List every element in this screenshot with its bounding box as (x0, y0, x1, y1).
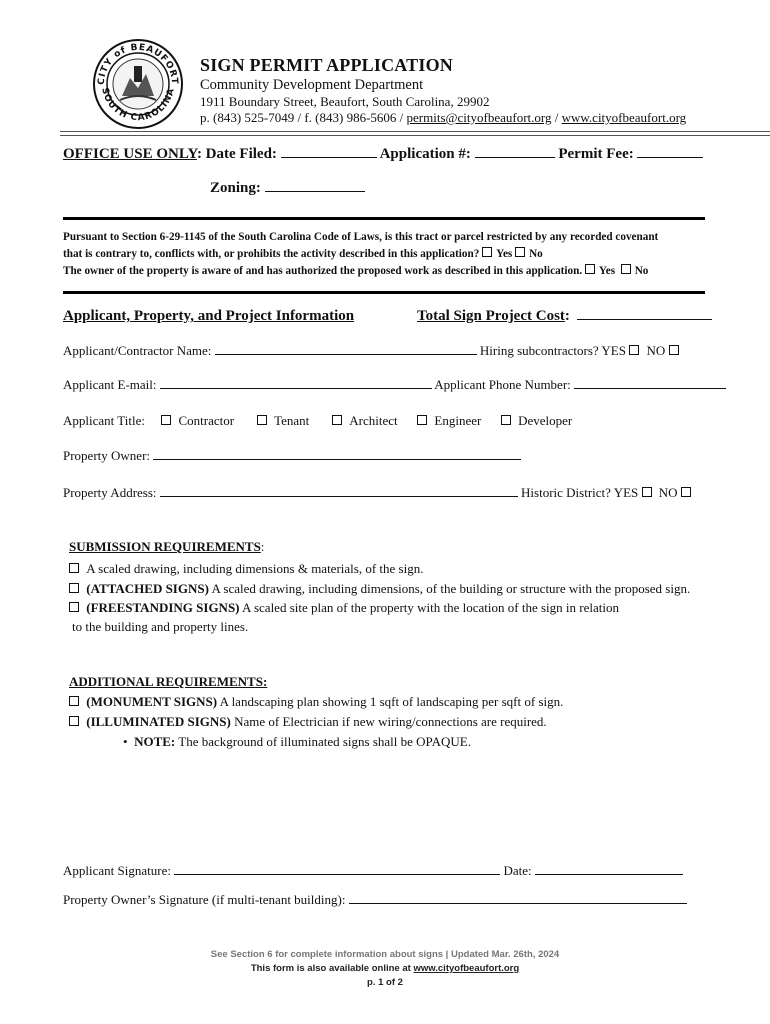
department-name: Community Development Department (200, 77, 424, 93)
submission-item-3-text: A scaled site plan of the property with the location of the sign in relation (239, 600, 619, 615)
submission-colon: : (260, 539, 265, 554)
city-seal-logo (92, 38, 184, 130)
applicant-name-label: Applicant/Contractor Name: (63, 343, 215, 358)
hiring-no-checkbox[interactable] (669, 345, 679, 355)
owner-aware-no-label: No (634, 265, 649, 277)
owner-aware-no-checkbox[interactable] (621, 264, 631, 274)
attached-signs-label: (ATTACHED SIGNS) (86, 581, 209, 596)
submission-item-1-checkbox[interactable] (69, 563, 79, 573)
section-rule-2 (63, 291, 705, 294)
signature-date-label: Date: (500, 863, 535, 878)
svg-text:CITY of BEAUFORT: CITY of BEAUFORT (96, 42, 180, 86)
submission-item-3-continued: to the building and property lines. (72, 619, 249, 634)
submission-heading-row (69, 539, 264, 555)
project-cost-colon: : (564, 308, 570, 324)
submission-heading: SUBMISSION REQUIREMENTS (69, 539, 261, 554)
additional-item-1-checkbox[interactable] (69, 696, 79, 706)
additional-item-1 (69, 694, 563, 710)
illuminated-signs-label: (ILLUMINATED SIGNS) (86, 714, 231, 729)
submission-item-3-checkbox[interactable] (69, 602, 79, 612)
applicant-signature-row (63, 863, 683, 879)
project-cost-label: Total Sign Project Cost (417, 308, 565, 324)
phone-fax: p. (843) 525-7049 / f. (843) 986-5606 / (200, 110, 407, 125)
property-address-row (63, 485, 695, 501)
email-link[interactable]: permits@cityofbeaufort.org (406, 110, 552, 125)
applicant-name-row (63, 343, 683, 359)
title-contractor-label: Contractor (178, 413, 235, 428)
freestanding-signs-label: (FREESTANDING SIGNS) (86, 600, 240, 615)
statute-line-1: Pursuant to Section 6-29-1145 of the South Carolina Code of Laws, is this tract or parcel restricted by any recorded covenant (63, 231, 659, 243)
title-tenant-label: Tenant (274, 413, 310, 428)
title-developer-label: Developer (518, 413, 573, 428)
additional-item-2-text: Name of Electrician if new wiring/connections are required. (230, 714, 547, 729)
property-address-field[interactable] (160, 485, 518, 497)
note-label: NOTE: (134, 734, 176, 749)
property-owner-row (63, 448, 521, 464)
hiring-subcontractors-label: Hiring subcontractors? YES (476, 343, 630, 358)
footer-online (0, 963, 770, 974)
title-engineer-label: Engineer (434, 413, 482, 428)
section-rule (63, 217, 705, 220)
submission-item-2-checkbox[interactable] (69, 583, 79, 593)
submission-item-1-text: A scaled drawing, including dimensions & materials, of the sign. (86, 561, 424, 576)
additional-item-2-checkbox[interactable] (69, 716, 79, 726)
page-number: p. 1 of 2 (367, 977, 403, 988)
additional-heading: ADDITIONAL REQUIREMENTS: (69, 674, 268, 689)
footer-website-link[interactable]: www.cityofbeaufort.org (413, 963, 520, 974)
zoning-field[interactable] (265, 180, 365, 192)
submission-item-2-text: A scaled drawing, including dimensions, of the building or structure with the proposed sign. (208, 581, 691, 596)
title-tenant-checkbox[interactable] (257, 415, 267, 425)
additional-item-2 (69, 714, 547, 730)
note-text: The background of illuminated signs shall be OPAQUE. (175, 734, 471, 749)
footer-online-text: This form is also available online at (250, 963, 414, 974)
zoning-line (210, 180, 365, 197)
owner-aware-yes-label: Yes (598, 265, 616, 277)
statute-line-2 (63, 247, 543, 260)
office-use-line (63, 146, 703, 163)
applicant-phone-label: Applicant Phone Number: (431, 377, 575, 392)
svg-text:SOUTH CAROLINA: SOUTH CAROLINA (99, 86, 177, 124)
submission-item-2 (69, 581, 690, 597)
owner-signature-label: Property Owner’s Signature (if multi-tenant building): (63, 892, 349, 907)
title-developer-checkbox[interactable] (501, 415, 511, 425)
historic-district-label: Historic District? YES (517, 485, 642, 500)
title-contractor-checkbox[interactable] (161, 415, 171, 425)
applicant-email-field[interactable] (160, 377, 432, 389)
signature-date-field[interactable] (535, 863, 683, 875)
applicant-signature-label: Applicant Signature: (63, 863, 175, 878)
applicant-name-field[interactable] (215, 343, 477, 355)
additional-item-1-text: A landscaping plan showing 1 sqft of landscaping per sqft of sign. (217, 694, 564, 709)
covenant-no-label: No (529, 248, 543, 260)
owner-signature-row (63, 892, 687, 908)
historic-no-label: NO (655, 485, 681, 500)
covenant-yes-checkbox[interactable] (482, 247, 492, 257)
owner-aware-yes-checkbox[interactable] (585, 264, 595, 274)
submission-item-3 (69, 600, 619, 616)
title-architect-checkbox[interactable] (332, 415, 342, 425)
historic-no-checkbox[interactable] (681, 487, 691, 497)
department-address: 1911 Boundary Street, Beaufort, South Carolina, 29902 (200, 94, 490, 109)
header-divider (60, 131, 770, 136)
property-owner-field[interactable] (153, 448, 521, 460)
applicant-email-row (63, 377, 726, 393)
applicant-email-label: Applicant E-mail: (63, 377, 160, 392)
property-address-label: Property Address: (63, 485, 160, 500)
historic-yes-checkbox[interactable] (642, 487, 652, 497)
office-use-label: OFFICE USE ONLY (63, 146, 197, 162)
bullet-icon: • (123, 734, 128, 749)
application-number-label: Application #: (376, 146, 475, 162)
statute-question: that is contrary to, conflicts with, or prohibits the activity described in this application? (63, 248, 480, 260)
applicant-title-label: Applicant Title: (63, 413, 145, 428)
submission-item-1 (69, 561, 423, 577)
applicant-title-row (63, 413, 572, 429)
permit-fee-label: Permit Fee: (554, 146, 638, 162)
date-filed-label: : Date Filed: (196, 146, 281, 162)
permit-fee-field[interactable] (637, 146, 703, 158)
statute-line-3 (63, 264, 648, 277)
project-cost-line (417, 308, 712, 325)
note-bullet (123, 734, 471, 750)
hiring-yes-checkbox[interactable] (629, 345, 639, 355)
owner-aware-statement: The owner of the property is aware of and has authorized the proposed work as described in this application. (63, 265, 583, 277)
covenant-yes-label: Yes (496, 248, 513, 260)
covenant-no-checkbox[interactable] (515, 247, 525, 257)
date-filed-field[interactable] (281, 146, 377, 158)
contact-line (200, 110, 686, 126)
section-heading: Applicant, Property, and Project Information (63, 308, 355, 324)
footer-info: See Section 6 for complete information about signs | Updated Mar. 26th, 2024 (210, 949, 560, 960)
separator: / (551, 110, 562, 125)
zoning-label: Zoning: (210, 180, 265, 196)
hiring-no-label: NO (643, 343, 669, 358)
title-engineer-checkbox[interactable] (417, 415, 427, 425)
applicant-phone-field[interactable] (574, 377, 726, 389)
property-owner-label: Property Owner: (63, 448, 154, 463)
applicant-signature-field[interactable] (174, 863, 500, 875)
application-number-field[interactable] (475, 146, 555, 158)
form-title: SIGN PERMIT APPLICATION (200, 55, 453, 75)
website-link[interactable]: www.cityofbeaufort.org (561, 110, 687, 125)
monument-signs-label: (MONUMENT SIGNS) (86, 694, 218, 709)
owner-signature-field[interactable] (349, 892, 687, 904)
title-architect-label: Architect (349, 413, 398, 428)
project-cost-field[interactable] (577, 308, 712, 320)
